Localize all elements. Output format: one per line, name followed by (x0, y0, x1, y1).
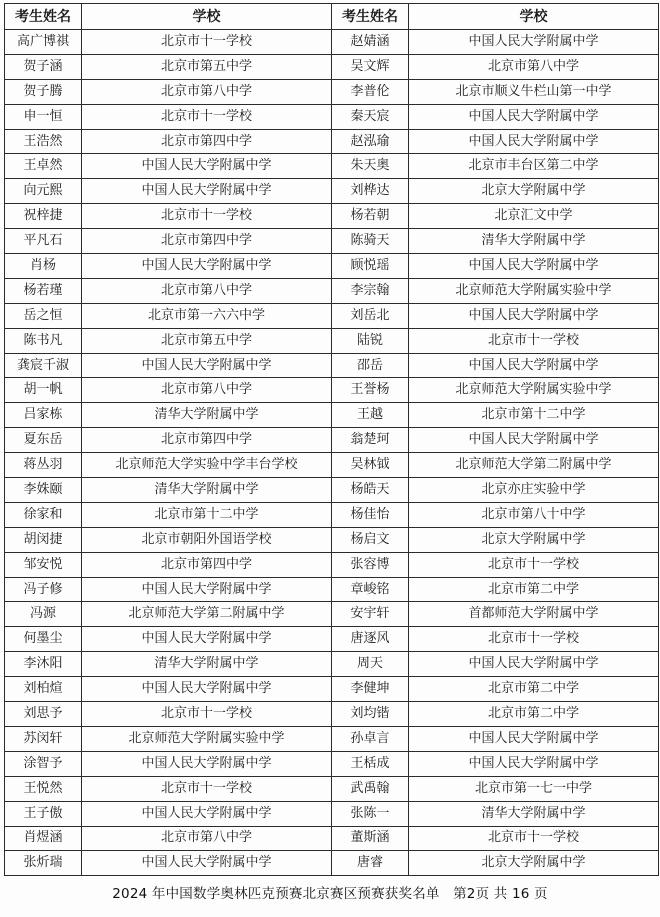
student-name-left: 李沐阳 (5, 652, 82, 677)
school-right: 北京大学附属中学 (409, 179, 659, 204)
student-name-right: 董斯涵 (332, 826, 409, 851)
table-row (5, 378, 659, 403)
school-left: 北京市第五中学 (82, 328, 332, 353)
school-right: 北京市第二中学 (409, 677, 659, 702)
school-left: 中国人民大学附属中学 (82, 179, 332, 204)
student-name-left: 贺子腾 (5, 79, 82, 104)
table-row (5, 254, 659, 279)
table-row (5, 104, 659, 129)
table-row (5, 179, 659, 204)
table-row (5, 30, 659, 55)
school-left: 北京市第八中学 (82, 278, 332, 303)
school-right: 北京市十一学校 (409, 328, 659, 353)
table-row (5, 577, 659, 602)
table-row (5, 702, 659, 727)
school-right: 北京师范大学附属实验中学 (409, 278, 659, 303)
school-right: 北京师范大学附属实验中学 (409, 378, 659, 403)
school-right: 北京市第十二中学 (409, 403, 659, 428)
table-row (5, 677, 659, 702)
student-name-right: 李宗翰 (332, 278, 409, 303)
table-row (5, 79, 659, 104)
student-name-left: 涂智予 (5, 751, 82, 776)
school-right: 北京市十一学校 (409, 826, 659, 851)
student-name-right: 吴文辉 (332, 54, 409, 79)
school-left: 北京市第四中学 (82, 129, 332, 154)
student-name-right: 王越 (332, 403, 409, 428)
table-row (5, 403, 659, 428)
student-name-right: 秦天宸 (332, 104, 409, 129)
school-right: 北京市十一学校 (409, 552, 659, 577)
school-right: 北京市十一学校 (409, 627, 659, 652)
student-name-left: 向元熙 (5, 179, 82, 204)
school-left: 清华大学附属中学 (82, 478, 332, 503)
school-left: 北京市第八中学 (82, 378, 332, 403)
student-name-right: 杨佳怡 (332, 502, 409, 527)
school-right: 北京大学附属中学 (409, 851, 659, 876)
school-right: 北京市第二中学 (409, 702, 659, 727)
student-name-left: 胡一帆 (5, 378, 82, 403)
student-name-right: 刘均锴 (332, 702, 409, 727)
header-student-name-left: 考生姓名 (5, 4, 82, 30)
school-left: 北京市第五中学 (82, 54, 332, 79)
school-left: 北京市第十二中学 (82, 502, 332, 527)
school-left: 中国人民大学附属中学 (82, 154, 332, 179)
table-row (5, 303, 659, 328)
table-row (5, 353, 659, 378)
student-name-left: 陈书凡 (5, 328, 82, 353)
table-row (5, 726, 659, 751)
student-name-left: 申一恒 (5, 104, 82, 129)
student-name-left: 苏闵轩 (5, 726, 82, 751)
student-name-right: 张陈一 (332, 801, 409, 826)
student-name-right: 唐逐风 (332, 627, 409, 652)
school-right: 北京市第八十中学 (409, 502, 659, 527)
table-row (5, 204, 659, 229)
school-left: 北京市第一六六中学 (82, 303, 332, 328)
table-row (5, 129, 659, 154)
table-row (5, 154, 659, 179)
student-name-left: 龚宸千淑 (5, 353, 82, 378)
student-name-left: 杨若瑾 (5, 278, 82, 303)
table-row (5, 54, 659, 79)
student-name-right: 杨启文 (332, 527, 409, 552)
school-right: 北京汇文中学 (409, 204, 659, 229)
school-right: 中国人民大学附属中学 (409, 30, 659, 55)
school-right: 清华大学附属中学 (409, 801, 659, 826)
student-name-right: 陈骑天 (332, 229, 409, 254)
school-left: 北京师范大学第二附属中学 (82, 602, 332, 627)
table-row (5, 527, 659, 552)
page-footer (0, 882, 660, 902)
school-left: 清华大学附属中学 (82, 403, 332, 428)
header-school-right: 学校 (409, 4, 659, 30)
student-name-left: 岳之恒 (5, 303, 82, 328)
school-left: 北京市十一学校 (82, 30, 332, 55)
table-row (5, 851, 659, 876)
student-name-right: 章峻铭 (332, 577, 409, 602)
student-name-right: 陆锐 (332, 328, 409, 353)
student-name-left: 蒋丛羽 (5, 453, 82, 478)
student-name-left: 高广博祺 (5, 30, 82, 55)
school-right: 北京市第二中学 (409, 577, 659, 602)
student-name-right: 刘桦达 (332, 179, 409, 204)
school-right: 中国人民大学附属中学 (409, 104, 659, 129)
header-school-left: 学校 (82, 4, 332, 30)
table-row (5, 751, 659, 776)
school-right: 中国人民大学附属中学 (409, 353, 659, 378)
school-left: 北京市十一学校 (82, 104, 332, 129)
student-name-right: 赵泓瑜 (332, 129, 409, 154)
table-row (5, 776, 659, 801)
student-name-right: 赵婧涵 (332, 30, 409, 55)
school-right: 北京亦庄实验中学 (409, 478, 659, 503)
student-name-left: 肖杨 (5, 254, 82, 279)
table-row (5, 826, 659, 851)
school-left: 北京市十一学校 (82, 776, 332, 801)
student-name-left: 邹安悦 (5, 552, 82, 577)
student-name-left: 胡闵捷 (5, 527, 82, 552)
school-left: 北京师范大学实验中学丰台学校 (82, 453, 332, 478)
student-name-right: 王誉杨 (332, 378, 409, 403)
school-left: 中国人民大学附属中学 (82, 353, 332, 378)
student-name-right: 杨皓天 (332, 478, 409, 503)
table-row (5, 801, 659, 826)
school-right: 中国人民大学附属中学 (409, 428, 659, 453)
table-row (5, 602, 659, 627)
school-left: 北京师范大学附属实验中学 (82, 726, 332, 751)
school-left: 中国人民大学附属中学 (82, 801, 332, 826)
school-right: 首都师范大学附属中学 (409, 602, 659, 627)
table-row (5, 428, 659, 453)
table-row (5, 278, 659, 303)
student-name-left: 刘思予 (5, 702, 82, 727)
table-header-row (5, 4, 659, 30)
table-row (5, 229, 659, 254)
school-left: 中国人民大学附属中学 (82, 851, 332, 876)
school-right: 中国人民大学附属中学 (409, 652, 659, 677)
table-row (5, 627, 659, 652)
student-name-left: 王悦然 (5, 776, 82, 801)
student-name-left: 徐家和 (5, 502, 82, 527)
header-student-name-right: 考生姓名 (332, 4, 409, 30)
school-left: 北京市朝阳外国语学校 (82, 527, 332, 552)
table-row (5, 328, 659, 353)
student-name-left: 平凡石 (5, 229, 82, 254)
student-name-right: 张容博 (332, 552, 409, 577)
footer-caption: 2024 年中国数学奥林匹克预赛北京赛区预赛获奖名单 (112, 886, 440, 902)
student-name-left: 张炘瑞 (5, 851, 82, 876)
student-name-left: 王卓然 (5, 154, 82, 179)
student-name-right: 唐睿 (332, 851, 409, 876)
student-name-right: 李普伦 (332, 79, 409, 104)
school-right: 中国人民大学附属中学 (409, 129, 659, 154)
school-right: 北京市丰台区第二中学 (409, 154, 659, 179)
student-name-right: 吴林钺 (332, 453, 409, 478)
student-name-left: 王子傲 (5, 801, 82, 826)
award-roster-table (4, 3, 659, 876)
student-name-left: 王浩然 (5, 129, 82, 154)
student-name-right: 李健坤 (332, 677, 409, 702)
page-number: 第2页 共 16 页 (453, 886, 548, 902)
student-name-left: 何墨尘 (5, 627, 82, 652)
student-name-left: 肖煜涵 (5, 826, 82, 851)
school-right: 北京市第八中学 (409, 54, 659, 79)
school-left: 中国人民大学附属中学 (82, 577, 332, 602)
school-left: 中国人民大学附属中学 (82, 677, 332, 702)
school-left: 北京市第八中学 (82, 79, 332, 104)
student-name-right: 杨若朝 (332, 204, 409, 229)
school-right: 北京师范大学第二附属中学 (409, 453, 659, 478)
school-left: 北京市十一学校 (82, 204, 332, 229)
school-left: 中国人民大学附属中学 (82, 627, 332, 652)
table-row (5, 552, 659, 577)
student-name-right: 翁楚珂 (332, 428, 409, 453)
student-name-left: 李姝颐 (5, 478, 82, 503)
table-row (5, 502, 659, 527)
student-name-right: 武禹翰 (332, 776, 409, 801)
student-name-right: 周天 (332, 652, 409, 677)
school-left: 北京市十一学校 (82, 702, 332, 727)
school-right: 北京市第一七一中学 (409, 776, 659, 801)
school-left: 北京市第四中学 (82, 552, 332, 577)
school-left: 北京市第四中学 (82, 428, 332, 453)
school-right: 中国人民大学附属中学 (409, 751, 659, 776)
school-left: 北京市第八中学 (82, 826, 332, 851)
student-name-left: 刘柏煊 (5, 677, 82, 702)
school-left: 北京市第四中学 (82, 229, 332, 254)
school-left: 中国人民大学附属中学 (82, 751, 332, 776)
student-name-right: 安宇轩 (332, 602, 409, 627)
school-left: 中国人民大学附属中学 (82, 254, 332, 279)
student-name-left: 吕家栋 (5, 403, 82, 428)
student-name-right: 王栝成 (332, 751, 409, 776)
school-right: 北京市顺义牛栏山第一中学 (409, 79, 659, 104)
student-name-right: 邵岳 (332, 353, 409, 378)
table-row (5, 652, 659, 677)
student-name-left: 冯源 (5, 602, 82, 627)
student-name-right: 刘岳北 (332, 303, 409, 328)
student-name-left: 贺子涵 (5, 54, 82, 79)
school-right: 清华大学附属中学 (409, 229, 659, 254)
school-right: 中国人民大学附属中学 (409, 726, 659, 751)
school-right: 中国人民大学附属中学 (409, 254, 659, 279)
student-name-left: 夏东岳 (5, 428, 82, 453)
table-body (5, 30, 659, 876)
table-row (5, 478, 659, 503)
school-left: 清华大学附属中学 (82, 652, 332, 677)
student-name-right: 孙卓言 (332, 726, 409, 751)
student-name-right: 朱天奥 (332, 154, 409, 179)
student-name-left: 祝梓捷 (5, 204, 82, 229)
school-right: 北京大学附属中学 (409, 527, 659, 552)
student-name-left: 冯子修 (5, 577, 82, 602)
table-row (5, 453, 659, 478)
student-name-right: 顾悦瑶 (332, 254, 409, 279)
school-right: 中国人民大学附属中学 (409, 303, 659, 328)
